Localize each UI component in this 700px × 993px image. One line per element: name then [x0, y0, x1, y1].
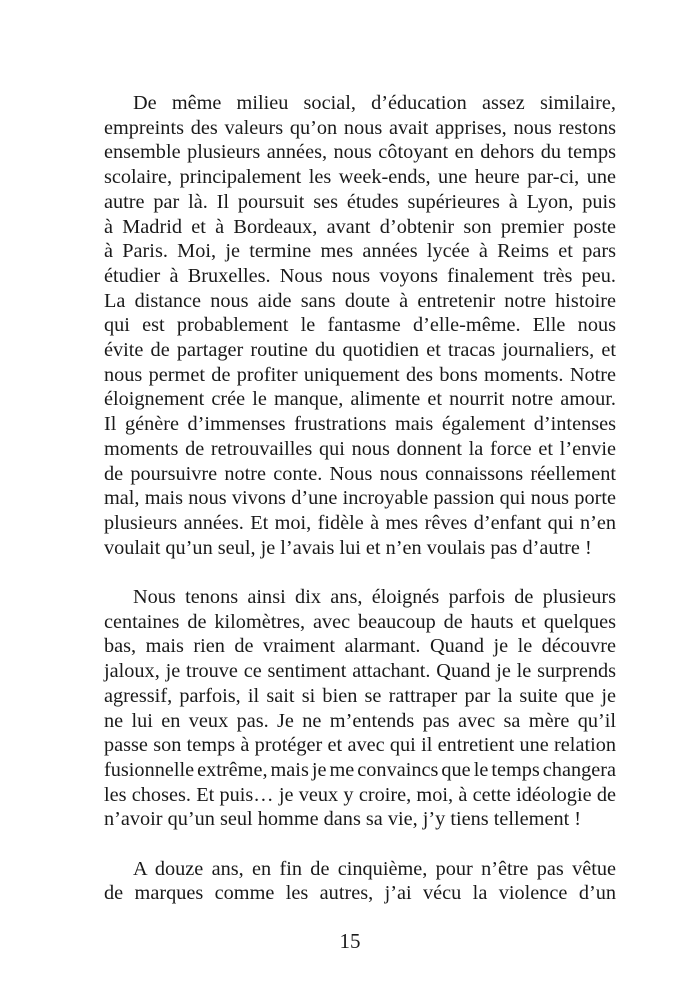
text-line: de marques comme les autres, j’ai vécu la violence d’un [104, 882, 616, 905]
text-line: A douze ans, en fin de cinquième, pour n’être pas vêtue [133, 857, 616, 880]
text-line: bas, mais rien de vraiment alarmant. Quand je le découvre [104, 635, 616, 658]
text-line: Nous tenons ainsi dix ans, éloignés parfois de plusieurs [133, 586, 616, 609]
text-line: La distance nous aide sans doute à entretenir notre histoire [104, 289, 616, 312]
text-line: n’avoir qu’un seul homme dans sa vie, j’y tiens tellement ! [104, 808, 582, 831]
text-line: à Madrid et à Bordeaux, avant d’obtenir son premier poste [104, 215, 616, 238]
text-line: qui est probablement le fantasme d’elle-même. Elle nous [104, 314, 616, 337]
text-line: passe son temps à protéger et avec qui il entretient une relation [104, 734, 616, 757]
text-line: autre par là. Il poursuit ses études supérieures à Lyon, puis [104, 190, 616, 213]
text-line: étudier à Bruxelles. Nous nous voyons finalement très peu. [104, 264, 616, 287]
page-number: 15 [339, 929, 361, 953]
text-line: à Paris. Moi, je termine mes années lycée à Reims et pars [104, 240, 616, 263]
text-line: Il génère d’immenses frustrations mais également d’intenses [104, 413, 616, 436]
text-line: agressif, parfois, il sait si bien se rattraper par la suite que je [104, 684, 616, 707]
text-line: voulait qu’un seul, je l’avais lui et n’en voulais pas d’autre ! [104, 536, 592, 559]
text-line: évite de partager routine du quotidien et tracas journaliers, et [104, 339, 616, 362]
body-text [104, 91, 616, 906]
text-line: scolaire, principalement les week-ends, une heure par-ci, une [104, 166, 616, 189]
paragraph [104, 585, 616, 832]
text-line: ensemble plusieurs années, nous côtoyant en dehors du temps [104, 141, 616, 164]
text-line: mal, mais nous vivons d’une incroyable passion qui nous porte [104, 487, 616, 510]
text-line: de poursuivre notre conte. Nous nous connaissons réellement [104, 462, 616, 485]
text-line: moments de retrouvailles qui nous donnent la force et l’envie [104, 437, 616, 460]
paragraph [104, 91, 616, 560]
text-line: jaloux, je trouve ce sentiment attachant. Quand je le surprends [104, 660, 616, 683]
text-line: nous permet de profiter uniquement des bons moments. Notre [104, 363, 616, 386]
text-line: De même milieu social, d’éducation assez similaire, [133, 92, 616, 114]
text-line: empreints des valeurs qu’on nous avait apprises, nous restons [104, 116, 616, 139]
paragraph [104, 857, 616, 906]
text-line: éloignement crée le manque, alimente et nourrit notre amour. [104, 388, 616, 411]
text-line: centaines de kilomètres, avec beaucoup de hauts et quelques [104, 610, 616, 633]
text-line: les choses. Et puis… je veux y croire, moi, à cette idéologie de [104, 783, 616, 806]
text-line: ne lui en veux pas. Je ne m’entends pas avec sa mère qu’il [104, 709, 616, 732]
text-line: fusionnelle extrême, mais je me convaincs que le temps changera [104, 758, 616, 781]
text-line: plusieurs années. Et moi, fidèle à mes rêves d’enfant qui n’en [104, 511, 616, 534]
